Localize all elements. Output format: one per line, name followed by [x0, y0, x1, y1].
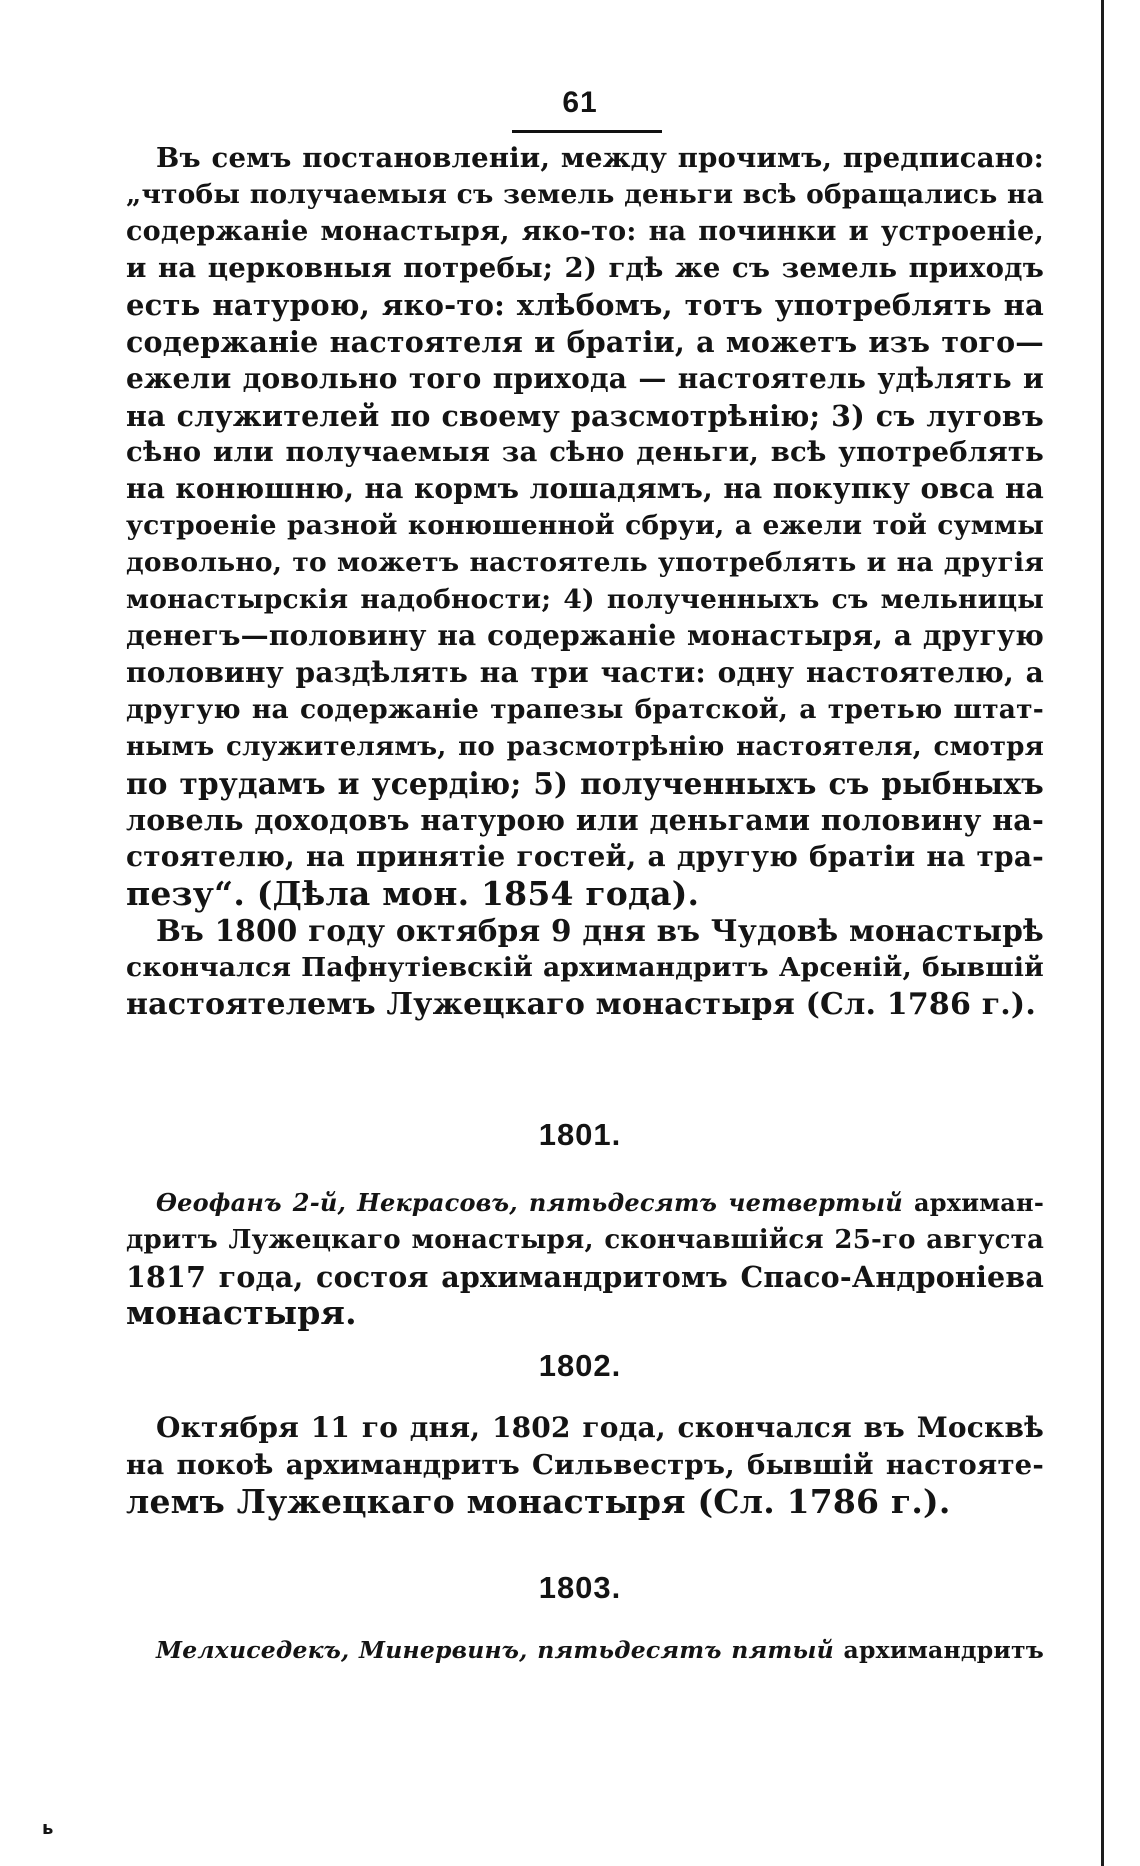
year-heading-1801: 1801. [538, 1117, 622, 1152]
text-line: Октября 11 го дня, 1802 года, скончался въ Москвѣ [156, 1411, 1044, 1444]
text-line: довольно, то можетъ настоятель употреблять и на другія [126, 546, 1044, 578]
text-line: ежели довольно того прихода — настоятель удѣлять и [126, 361, 1044, 395]
year-heading-1802: 1802. [538, 1348, 622, 1383]
text-line: содержаніе монастыря, яко-то: на починки и устроеніе, [126, 215, 1044, 247]
text-line: есть натурою, яко-то: хлѣбомъ, тотъ употреблять на [126, 288, 1044, 323]
text-fragment: архимандритъ [833, 1636, 1044, 1664]
text-line [126, 1632, 1044, 1669]
page-number: 61 [562, 86, 598, 119]
text-line: скончался Пафнутіевскій архимандритъ Арсеній, бывшій [126, 951, 1044, 983]
text-line: на конюшню, на кормъ лошадямъ, на покупку овса на [126, 472, 1044, 506]
text-fragment: архиман- [902, 1188, 1044, 1217]
text-line: настоятелемъ Лужецкаго монастыря (Сл. 1786 г.). [126, 986, 1036, 1022]
text-line: нымъ служителямъ, по разсмотрѣнію настоятеля, смотря [126, 731, 1044, 762]
text-line: 1817 года, состоя архимандритомъ Спасо-Андроніева [126, 1259, 1044, 1294]
text-line: и на церковныя потребы; 2) гдѣ же съ земель приходъ [126, 252, 1044, 285]
text-line: „чтобы получаемыя съ земель деньги всѣ обращались на [126, 178, 1044, 210]
text-line: устроеніе разной конюшенной сбруи, а ежели той суммы [126, 509, 1044, 541]
paragraph-1802 [126, 1410, 1044, 1520]
text-line: по трудамъ и усердію; 5) полученныхъ съ рыбныхъ [126, 765, 1044, 801]
paragraph-1803 [126, 1632, 1044, 1669]
text-line: дритъ Лужецкаго монастыря, скончавшійся 25-го августа [126, 1224, 1044, 1255]
paragraph-arseniy [126, 913, 1044, 1023]
text-line: другую на содержаніе трапезы братской, а третью штат- [126, 693, 1044, 725]
paragraph-1801 [126, 1185, 1044, 1332]
text-line: Въ семъ постановленіи, между прочимъ, предписано: [156, 142, 1044, 174]
year-heading-1803: 1803. [538, 1570, 622, 1605]
text-line: денегъ—половину на содержаніе монастыря, а другую [126, 619, 1044, 653]
text-line: пезу“. (Дѣла мон. 1854 года). [126, 873, 700, 913]
text-line: лемъ Лужецкаго монастыря (Сл. 1786 г.). [126, 1481, 951, 1521]
text-line: половину раздѣлять на три части: одну настоятелю, а [126, 656, 1044, 690]
person-name-melkhisedek: Мелхиседекъ, Минервинъ, пятьдесятъ пятый [156, 1636, 834, 1664]
text-line: сѣно или получаемыя за сѣно деньги, всѣ употреблять [126, 436, 1044, 469]
text-line [126, 1185, 1044, 1222]
text-line: стоятелю, на принятіе гостей, а другую братіи на тра- [126, 840, 1044, 874]
text-line: на покоѣ архимандритъ Сильвестръ, бывшій настояте- [126, 1448, 1044, 1481]
text-line: монастырскія надобности; 4) полученныхъ съ мельницы [126, 583, 1044, 615]
text-line: содержаніе настоятеля и братіи, а можетъ изъ того— [126, 324, 1044, 359]
text-line: монастыря. [126, 1293, 357, 1333]
person-name-feofan: Ѳеофанъ 2-й, Некрасовъ, пятьдесятъ четвертый [156, 1188, 903, 1217]
paragraph-resolution [126, 140, 1044, 913]
text-line: на служителей по своему разсмотрѣнію; 3) съ луговъ [126, 398, 1044, 433]
text-line: ловель доходовъ натурою или деньгами половину на- [126, 803, 1044, 838]
text-line: Въ 1800 году октября 9 дня въ Чудовѣ монастырѣ [156, 913, 1044, 948]
page-number-rule [512, 130, 662, 133]
corner-mark: ь [42, 1818, 54, 1839]
